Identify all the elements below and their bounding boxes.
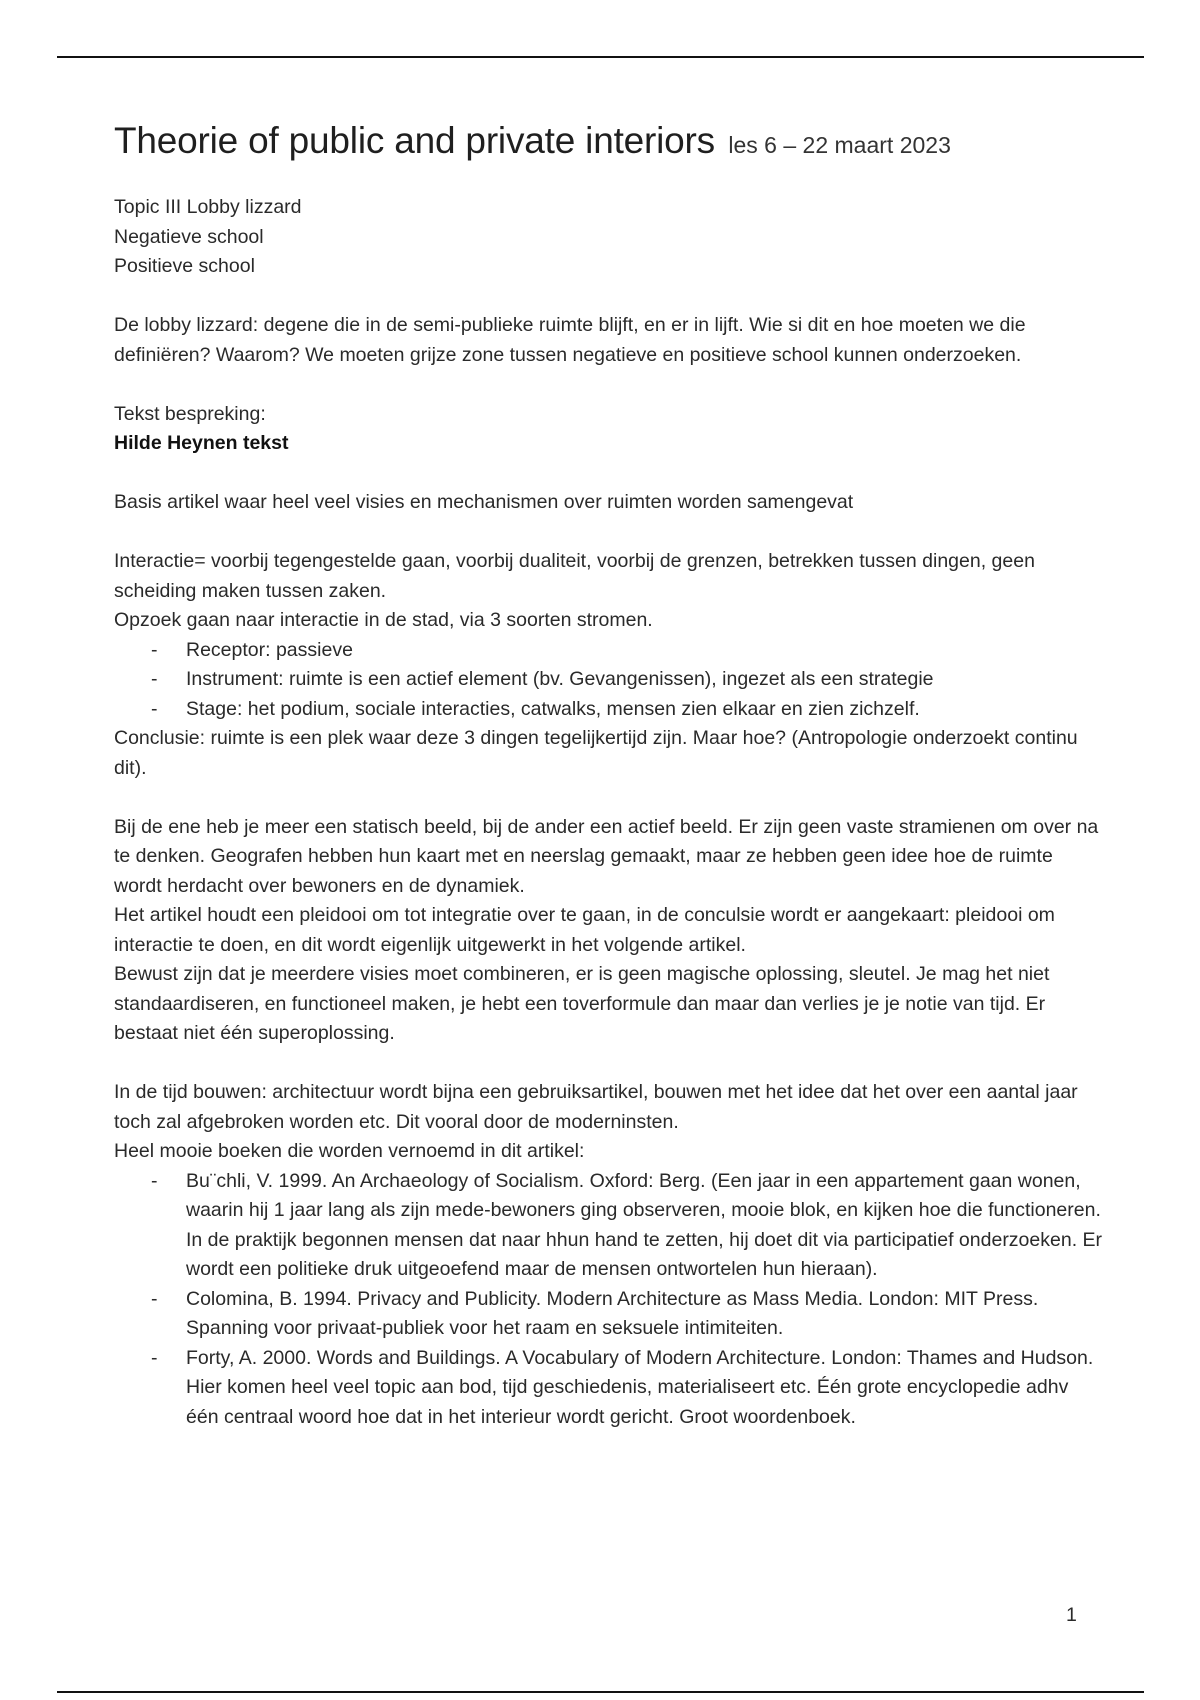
document-title — [114, 115, 1104, 173]
topic-line: Negatieve school — [114, 225, 264, 248]
time-building-paragraph: In de tijd bouwen: architectuur wordt bijna een gebruiksartikel, bouwen met het idee dat het over een aantal jaar toch zal afgebroken worden etc. Dit vooral door de moderninsten. — [114, 1081, 1078, 1133]
conclusion-paragraph: Conclusie: ruimte is een plek waar deze 3 dingen tegelijkertijd zijn. Maar hoe? (Antropologie onderzoekt continu dit). — [114, 727, 1078, 779]
title-lesson-date: les 6 – 22 maart 2023 — [728, 132, 951, 158]
basis-paragraph: Basis artikel waar heel veel visies en mechanismen over ruimten worden samengevat — [114, 491, 854, 513]
list-item: - Instrument: ruimte is een actief element (bv. Gevangenissen), ingezet als een strategie — [186, 665, 1104, 695]
text-discussion-label: Tekst bespreking: — [114, 402, 266, 425]
list-item: - Forty, A. 2000. Words and Buildings. A Vocabulary of Modern Architecture. London: Thames and Hudson. Hier komen heel veel topic aan bod, tijd geschiedenis, materialiseert etc. Één grote encyclopedie adhv één centraal woord hoe dat in het interieur wordt gericht. Groot woordenboek. — [186, 1344, 1104, 1433]
list-item: - Bu¨chli, V. 1999. An Archaeology of Socialism. Oxford: Berg. (Een jaar in een appartement gaan wonen, waarin hij 1 jaar lang als zijn mede-bewoners ging observeren, mooie blok, en kijken hoe die functioneren. In de praktijk begonnen mensen dat naar hhun hand te zetten, hij doet dit via participatief onderzoeken. Er wordt een politieke druk uitgeoefend maar de mensen ontwortelen hun hieraan). — [186, 1167, 1104, 1285]
books-list — [114, 1167, 1104, 1433]
document-page — [114, 115, 1104, 1432]
top-rule — [57, 56, 1144, 58]
aware-paragraph: Bewust zijn dat je meerdere visies moet combineren, er is geen magische oplossing, sleutel. Je mag het niet standaardiseren, en functioneel maken, je hebt een toverformule dan maar dan verlies je je notie van tijd. Er bestaat niet één superoplossing. — [114, 963, 1050, 1044]
list-item: - Colomina, B. 1994. Privacy and Publicity. Modern Architecture as Mass Media. London: MIT Press. Spanning voor privaat-publiek voor het raam en seksuele intimiteiten. — [186, 1285, 1104, 1344]
static-image-paragraph: Bij de ene heb je meer een statisch beeld, bij de ander een actief beeld. Er zijn geen vaste stramienen om over na te denken. Geografen hebben hun kaart met en neerslag gemaakt, maar ze hebben geen idee hoe de ruimte wordt herdacht over bewoners en de dynamiek. — [114, 815, 1099, 897]
intro-paragraph: De lobby lizzard: degene die in de semi-publieke ruimte blijft, en er in lijft. Wie si dit en hoe moeten we die definiëren? Waarom? We moeten grijze zone tussen negatieve en positieve school kunnen onderzoeken. — [114, 314, 1026, 366]
flows-list — [114, 636, 1104, 725]
books-intro: Heel mooie boeken die worden vernoemd in dit artikel: — [114, 1140, 585, 1162]
topic-line: Positieve school — [114, 255, 255, 277]
list-item: - Stage: het podium, sociale interacties, catwalks, mensen zien elkaar en zien zichzelf. — [186, 695, 1104, 725]
bottom-rule — [57, 1691, 1144, 1693]
plea-paragraph: Het artikel houdt een pleidooi om tot integratie over te gaan, in de conculsie wordt er aangekaart: pleidooi om interactie te doen, en dit wordt eigenlijk uitgewerkt in het volgende artikel. — [114, 904, 1055, 956]
author-heading: Hilde Heynen tekst — [114, 432, 289, 454]
search-paragraph: Opzoek gaan naar interactie in de stad, via 3 soorten stromen. — [114, 609, 653, 631]
list-item: - Receptor: passieve — [186, 636, 1104, 666]
topic-line: Topic III Lobby lizzard — [114, 196, 302, 218]
interaction-paragraph: Interactie= voorbij tegengestelde gaan, voorbij dualiteit, voorbij de grenzen, betrekken tussen dingen, geen scheiding maken tussen zaken. — [114, 550, 1035, 602]
title-main: Theorie of public and private interiors — [114, 120, 715, 161]
page-number: 1 — [1066, 1604, 1077, 1626]
